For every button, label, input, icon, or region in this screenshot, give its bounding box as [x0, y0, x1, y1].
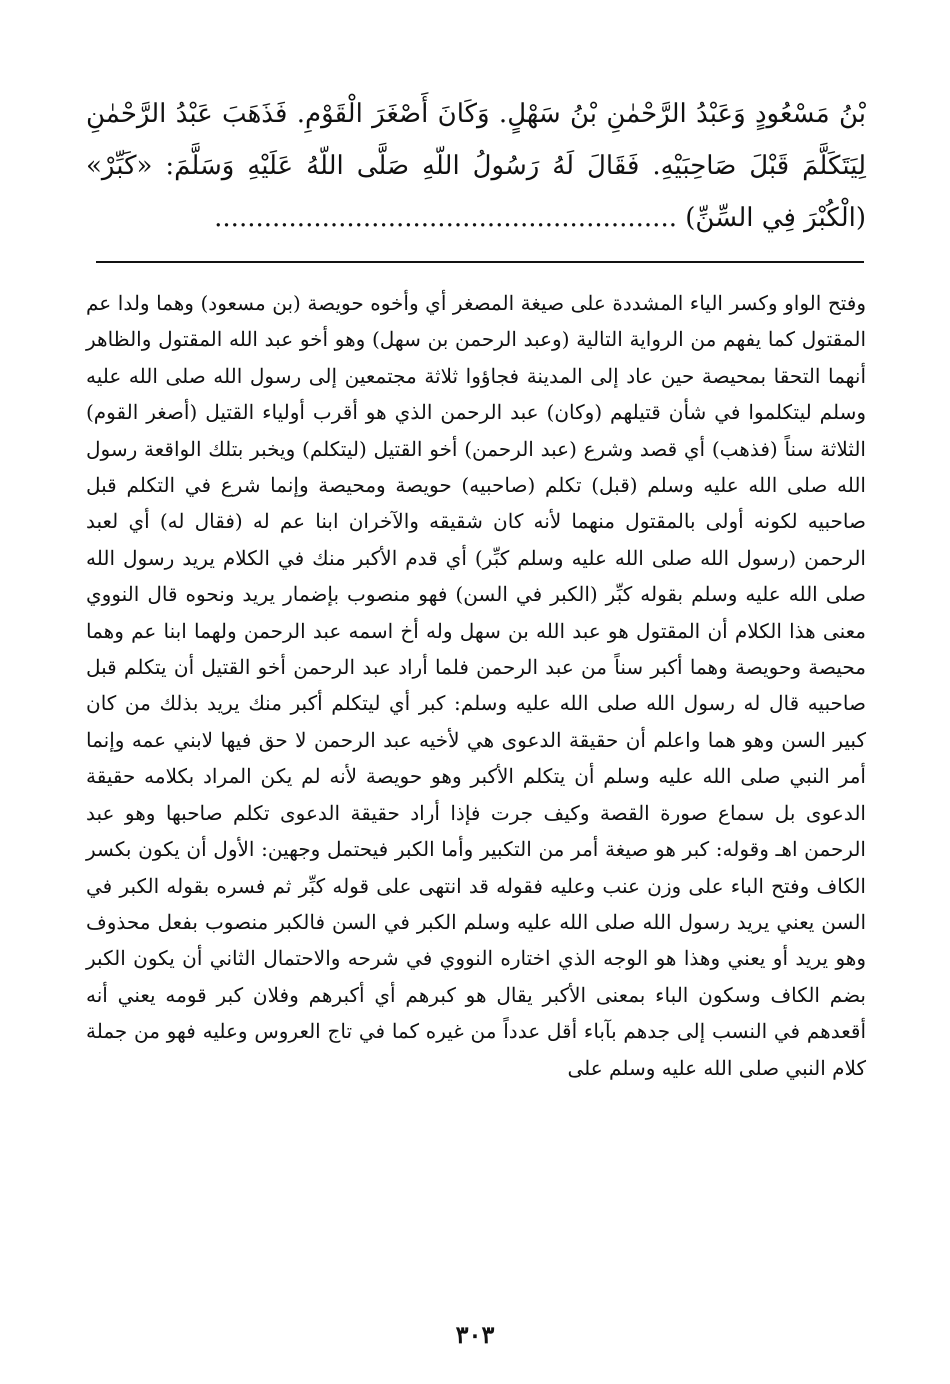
footnote-divider [96, 261, 864, 263]
commentary-block [86, 285, 866, 1086]
hadith-text-block [86, 88, 866, 244]
page-number: ٣٠٣ [455, 1320, 495, 1349]
commentary-text: وفتح الواو وكسر الياء المشددة على صيغة المصغر أي وأخوه حويصة (بن مسعود) وهما ولدا عم المقتول كما يفهم من الرواية التالية (وعبد الرحمن بن سهل) وهو أخو عبد الله المقتول والظاهر أنهما التحقا بمحيصة حين عاد إلى المدينة فجاؤوا ثلاثة مجتمعين إلى رسول الله صلى الله عليه وسلم ليتكلموا في شأن قتيلهم (وكان) عبد الرحمن الذي هو أقرب أولياء القتيل (أصغر القوم) الثلاثة سناً (فذهب) أي قصد وشرع (عبد الرحمن) أخو القتيل (ليتكلم) ويخبر بتلك الواقعة رسول الله صلى الله عليه وسلم (قبل) تكلم (صاحبيه) حويصة ومحيصة وإنما شرع في التكلم قبل صاحبيه لكونه أولى بالمقتول منهما لأنه كان شقيقه والآخران ابنا عم له (فقال له) أي لعبد الرحمن (رسول الله صلى الله عليه وسلم كبِّر) أي قدم الأكبر منك في الكلام يريد رسول الله صلى الله عليه وسلم بقوله كبِّر (الكبر في السن) فهو منصوب بإضمار يريد ونحوه قال النووي معنى هذا الكلام أن المقتول هو عبد الله بن سهل وله أخ اسمه عبد الرحمن ولهما ابنا عم وهما محيصة وحويصة وهما أكبر سناً من عبد الرحمن فلما أراد عبد الرحمن أخو القتيل أن يتكلم قبل صاحبيه قال له رسول الله صلى الله عليه وسلم: كبر أي ليتكلم أكبر منك يريد بذلك من كان كبير السن وهو هما واعلم أن حقيقة الدعوى هي لأخيه عبد الرحمن لا حق فيها لابني عمه وإنما أمر النبي صلى الله عليه وسلم أن يتكلم الأكبر وهو حويصة لأنه لم يكن المراد بكلامه حقيقة الدعوى بل سماع صورة القصة وكيف جرت فإذا أراد حقيقة الدعوى تكلم صاحبها وهو عبد الرحمن اهـ وقوله: كبر هو صيغة أمر من التكبير وأما الكبر فيحتمل وجهين: الأول أن يكون بكسر الكاف وفتح الباء على وزن عنب وعليه فقوله قد انتهى على قوله كبِّر ثم فسره بقوله الكبر في السن يعني يريد رسول الله صلى الله عليه وسلم الكبر في السن فالكبر منصوب بفعل محذوف وهو يريد أو يعني وهذا هو الوجه الذي اختاره النووي في شرحه والاحتمال الثاني أن يكون الكبر بضم الكاف وسكون الباء بمعنى الأكبر يقال هو كبرهم أي أكبرهم وفلان كبر قومه يعني أنه أقعدهم في النسب إلى جدهم بآباء أقل عدداً من غيره كما في تاج العروس وعليه فهو من جملة كلام النبي صلى الله عليه وسلم على [86, 291, 866, 1080]
hadith-text: بْنُ مَسْعُودٍ وَعَبْدُ الرَّحْمٰنِ بْنُ سَهْلٍ. وَكَانَ أَصْغَرَ الْقَوْمِ. فَذَهَبَ عَبْدُ الرَّحْمٰنِ لِيَتَكَلَّمَ قَبْلَ صَاحِبَيْهِ. فَقَالَ لَهُ رَسُولُ اللّهِ صَلَّى اللّهُ عَلَيْهِ وَسَلَّمَ: «كَبِّرْ» (الْكُبْرَ فِي السِّنِّ) [86, 99, 866, 233]
hadith-trailing-dots: ........................................................ [214, 203, 677, 233]
